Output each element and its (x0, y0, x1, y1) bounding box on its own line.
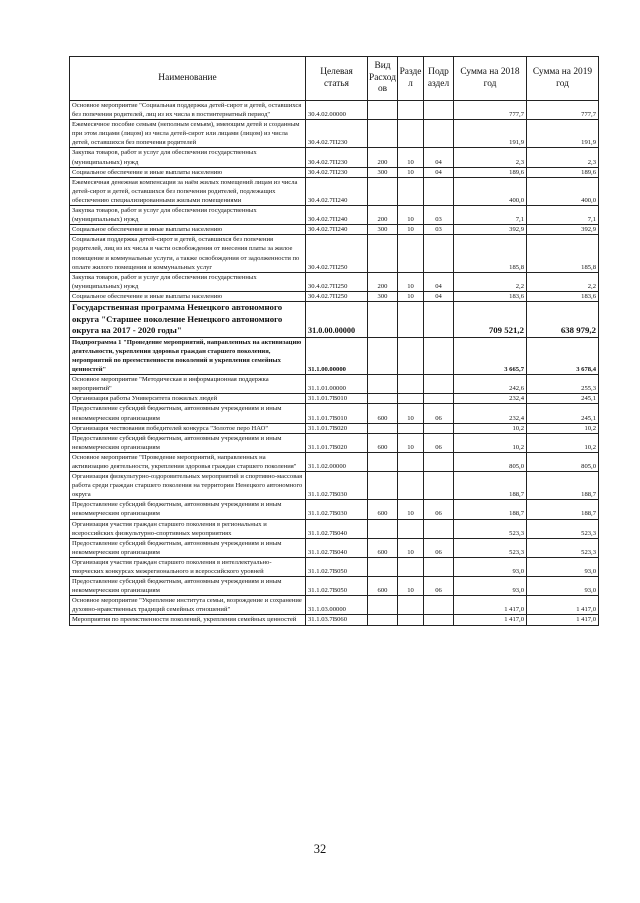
cell-expense-type: 300 (368, 291, 398, 301)
cell-target-article: 30.4.02.7П240 (306, 206, 368, 225)
cell-expense-type: 600 (368, 404, 398, 423)
cell-subsection (424, 423, 454, 433)
cell-sum-2019: 1 417,0 (527, 615, 599, 625)
cell-name: Предоставление субсидий бюджетным, автономным учреждениям и иным некоммерческим организациям (70, 433, 306, 452)
cell-expense-type: 300 (368, 225, 398, 235)
cell-expense-type (368, 235, 398, 272)
cell-name: Предоставление субсидий бюджетным, автономным учреждениям и иным некоммерческим организациям (70, 404, 306, 423)
cell-section (398, 235, 424, 272)
cell-expense-type (368, 519, 398, 538)
cell-sum-2019: 188,7 (527, 472, 599, 500)
cell-sum-2018: 709 521,2 (454, 301, 527, 337)
header-name: Наименование (70, 57, 306, 101)
cell-expense-type: 600 (368, 577, 398, 596)
cell-subsection: 03 (424, 206, 454, 225)
cell-target-article: 31.1.02.00000 (306, 452, 368, 471)
cell-sum-2018: 7,1 (454, 206, 527, 225)
cell-sum-2019: 185,8 (527, 235, 599, 272)
cell-target-article: 31.1.03.00000 (306, 596, 368, 615)
cell-sum-2018: 2,2 (454, 272, 527, 291)
cell-section (398, 394, 424, 404)
header-sum-2019: Сумма на 2019 год (527, 57, 599, 101)
cell-expense-type: 600 (368, 433, 398, 452)
cell-name: Основное мероприятие "Проведение мероприятий, направленных на активизацию деятельности, укрепления здоровья граждан старшего поколения" (70, 452, 306, 471)
cell-subsection: 04 (424, 167, 454, 177)
cell-sum-2018: 400,0 (454, 177, 527, 205)
header-sum-2018: Сумма на 2018 год (454, 57, 527, 101)
table-row (70, 148, 599, 167)
cell-expense-type (368, 394, 398, 404)
cell-name: Социальное обеспечение и иные выплаты населению (70, 291, 306, 301)
cell-section: 10 (398, 167, 424, 177)
cell-section: 10 (398, 404, 424, 423)
cell-name: Организация работы Университета пожилых людей (70, 394, 306, 404)
cell-section: 10 (398, 272, 424, 291)
cell-expense-type: 200 (368, 272, 398, 291)
cell-expense-type (368, 101, 398, 120)
cell-sum-2018: 1 417,0 (454, 615, 527, 625)
cell-subsection: 06 (424, 404, 454, 423)
cell-target-article: 30.4.02.7П250 (306, 272, 368, 291)
cell-section (398, 423, 424, 433)
table-row (70, 519, 599, 538)
cell-sum-2019: 1 417,0 (527, 596, 599, 615)
cell-target-article: 30.4.02.7П230 (306, 167, 368, 177)
cell-target-article: 30.4.02.7П250 (306, 291, 368, 301)
cell-name: Социальное обеспечение и иные выплаты населению (70, 225, 306, 235)
cell-sum-2018: 242,6 (454, 375, 527, 394)
cell-expense-type (368, 596, 398, 615)
cell-subsection (424, 472, 454, 500)
cell-sum-2018: 392,9 (454, 225, 527, 235)
cell-section: 10 (398, 225, 424, 235)
cell-sum-2019: 523,3 (527, 538, 599, 557)
cell-expense-type (368, 177, 398, 205)
cell-name: Закупка товаров, работ и услуг для обеспечения государственных (муниципальных) нужд (70, 272, 306, 291)
cell-subsection: 04 (424, 272, 454, 291)
cell-subsection: 06 (424, 433, 454, 452)
cell-name: Подпрограмма 1 "Проведение мероприятий, направленных на активизацию деятельности, укрепления здоровья граждан старшего поколения, мероприятий по преемственности поколений и укрепления семейных ценностей" (70, 337, 306, 374)
cell-subsection (424, 235, 454, 272)
cell-subsection (424, 301, 454, 337)
table-row (70, 206, 599, 225)
cell-sum-2019: 189,6 (527, 167, 599, 177)
cell-section (398, 519, 424, 538)
cell-name: Социальная поддержка детей-сирот и детей, оставшихся без попечения родителей, лиц из их числа в части освобождения от внесения платы за жилое помещение и коммунальные услуги, а также освобождения от задолженности по оплате жилого помещения и коммунальных услуг (70, 235, 306, 272)
cell-name: Предоставление субсидий бюджетным, автономным учреждениям и иным некоммерческим организациям (70, 538, 306, 557)
cell-section (398, 301, 424, 337)
table-row (70, 301, 599, 337)
cell-sum-2018: 232,4 (454, 394, 527, 404)
cell-sum-2019: 10,2 (527, 423, 599, 433)
table-row (70, 472, 599, 500)
cell-name: Закупка товаров, работ и услуг для обеспечения государственных (муниципальных) нужд (70, 206, 306, 225)
cell-sum-2018: 183,6 (454, 291, 527, 301)
cell-subsection (424, 519, 454, 538)
cell-section: 10 (398, 433, 424, 452)
cell-expense-type (368, 472, 398, 500)
cell-sum-2019: 93,0 (527, 557, 599, 576)
cell-section (398, 472, 424, 500)
cell-name: Основное мероприятие "Укрепление института семьи, возрождение и сохранение духовно-нравственных традиций семейных отношений" (70, 596, 306, 615)
cell-sum-2018: 189,6 (454, 167, 527, 177)
cell-name: Организация чествования победителей конкурса "Золотое перо НАО" (70, 423, 306, 433)
cell-sum-2018: 232,4 (454, 404, 527, 423)
cell-expense-type: 200 (368, 206, 398, 225)
cell-target-article: 31.0.00.00000 (306, 301, 368, 337)
cell-subsection: 04 (424, 148, 454, 167)
cell-expense-type (368, 452, 398, 471)
table-row (70, 404, 599, 423)
cell-sum-2018: 777,7 (454, 101, 527, 120)
table-row (70, 337, 599, 374)
cell-subsection (424, 337, 454, 374)
cell-target-article: 31.1.02.7В030 (306, 500, 368, 519)
cell-sum-2019: 3 678,4 (527, 337, 599, 374)
cell-target-article: 30.4.02.7П240 (306, 177, 368, 205)
cell-target-article: 31.1.01.00000 (306, 375, 368, 394)
cell-subsection: 06 (424, 500, 454, 519)
cell-sum-2018: 523,3 (454, 538, 527, 557)
cell-target-article: 31.1.01.7В010 (306, 394, 368, 404)
table-body (70, 101, 599, 626)
table-row (70, 225, 599, 235)
cell-section: 10 (398, 148, 424, 167)
cell-name: Основное мероприятие "Методическая и информационная поддержка мероприятий" (70, 375, 306, 394)
cell-sum-2018: 523,3 (454, 519, 527, 538)
cell-sum-2018: 188,7 (454, 500, 527, 519)
page-number: 32 (313, 842, 327, 856)
table-row (70, 291, 599, 301)
cell-subsection: 04 (424, 291, 454, 301)
cell-target-article: 31.1.02.7В040 (306, 538, 368, 557)
cell-expense-type (368, 375, 398, 394)
cell-name: Социальное обеспечение и иные выплаты населению (70, 167, 306, 177)
table-row (70, 272, 599, 291)
cell-name: Ежемесячное пособие семьям (неполным семьям), имеющим детей и созданным при этом лицами (лицом) из числа детей-сирот или лицами (лицом) из числа детей, оставшихся без попечения родителей (70, 120, 306, 148)
cell-subsection: 06 (424, 538, 454, 557)
cell-name: Ежемесячная денежная компенсация за наём жилых помещений лицам из числа детей-сирот и детей, оставшихся без попечения родителей, подлежащих обеспечению специализированными жилыми помещениями (70, 177, 306, 205)
cell-name: Государственная программа Ненецкого автономного округа "Старшее поколение Ненецкого автономного округа на 2017 - 2020 годы" (70, 301, 306, 337)
cell-target-article: 31.1.02.7В050 (306, 557, 368, 576)
cell-target-article: 31.1.02.7В050 (306, 577, 368, 596)
cell-section (398, 596, 424, 615)
table-row (70, 596, 599, 615)
header-section: Разде л (398, 57, 424, 101)
cell-section (398, 337, 424, 374)
table-row (70, 577, 599, 596)
header-subsection: Подр аздел (424, 57, 454, 101)
table-row (70, 500, 599, 519)
cell-expense-type: 300 (368, 167, 398, 177)
cell-sum-2019: 183,6 (527, 291, 599, 301)
cell-name: Мероприятия по преемственности поколений, укрепления семейных ценностей (70, 615, 306, 625)
cell-expense-type: 600 (368, 538, 398, 557)
table-row (70, 452, 599, 471)
cell-target-article: 30.4.02.7П240 (306, 225, 368, 235)
table-row (70, 101, 599, 120)
cell-sum-2019: 2,2 (527, 272, 599, 291)
cell-target-article: 30.4.02.7П230 (306, 148, 368, 167)
cell-section (398, 177, 424, 205)
cell-sum-2019: 2,3 (527, 148, 599, 167)
cell-section: 10 (398, 500, 424, 519)
cell-section (398, 375, 424, 394)
cell-sum-2018: 3 665,7 (454, 337, 527, 374)
cell-section (398, 101, 424, 120)
cell-sum-2018: 185,8 (454, 235, 527, 272)
budget-table (69, 56, 599, 626)
header-expense-type: Вид Расход ов (368, 57, 398, 101)
cell-target-article: 30.4.02.7П250 (306, 235, 368, 272)
cell-subsection (424, 177, 454, 205)
cell-sum-2019: 245,1 (527, 394, 599, 404)
cell-section: 10 (398, 206, 424, 225)
cell-subsection (424, 452, 454, 471)
table-row (70, 423, 599, 433)
cell-sum-2018: 1 417,0 (454, 596, 527, 615)
cell-sum-2019: 10,2 (527, 433, 599, 452)
header-row (70, 57, 599, 101)
cell-sum-2018: 93,0 (454, 577, 527, 596)
cell-sum-2019: 400,0 (527, 177, 599, 205)
cell-sum-2018: 93,0 (454, 557, 527, 576)
cell-section (398, 615, 424, 625)
cell-sum-2018: 805,0 (454, 452, 527, 471)
cell-target-article: 31.1.03.7В060 (306, 615, 368, 625)
cell-subsection (424, 120, 454, 148)
cell-expense-type (368, 615, 398, 625)
table-row (70, 557, 599, 576)
cell-subsection (424, 101, 454, 120)
table-row (70, 394, 599, 404)
cell-name: Предоставление субсидий бюджетным, автономным учреждениям и иным некоммерческим организациям (70, 577, 306, 596)
cell-sum-2019: 638 979,2 (527, 301, 599, 337)
cell-target-article: 31.1.02.7В040 (306, 519, 368, 538)
cell-section: 10 (398, 577, 424, 596)
cell-section (398, 557, 424, 576)
cell-sum-2019: 93,0 (527, 577, 599, 596)
cell-sum-2018: 10,2 (454, 433, 527, 452)
cell-expense-type (368, 423, 398, 433)
cell-target-article: 30.4.02.00000 (306, 101, 368, 120)
cell-name: Закупка товаров, работ и услуг для обеспечения государственных (муниципальных) нужд (70, 148, 306, 167)
cell-section (398, 120, 424, 148)
table-row (70, 177, 599, 205)
cell-sum-2019: 777,7 (527, 101, 599, 120)
cell-subsection: 06 (424, 577, 454, 596)
cell-sum-2018: 188,7 (454, 472, 527, 500)
cell-target-article: 31.1.01.7В010 (306, 404, 368, 423)
table-row (70, 615, 599, 625)
cell-sum-2018: 10,2 (454, 423, 527, 433)
cell-subsection (424, 615, 454, 625)
cell-expense-type: 600 (368, 500, 398, 519)
cell-expense-type (368, 120, 398, 148)
cell-sum-2019: 805,0 (527, 452, 599, 471)
cell-sum-2019: 245,1 (527, 404, 599, 423)
table-row (70, 120, 599, 148)
table-row (70, 167, 599, 177)
cell-subsection (424, 394, 454, 404)
cell-subsection: 03 (424, 225, 454, 235)
cell-expense-type: 200 (368, 148, 398, 167)
cell-subsection (424, 596, 454, 615)
cell-target-article: 31.1.01.7В020 (306, 423, 368, 433)
cell-name: Организация участия граждан старшего поколения в интеллектуально-творческих конкурсах межрегионального и всероссийского уровней (70, 557, 306, 576)
cell-sum-2019: 7,1 (527, 206, 599, 225)
cell-target-article: 31.1.00.00000 (306, 337, 368, 374)
cell-expense-type (368, 557, 398, 576)
cell-target-article: 30.4.02.7П230 (306, 120, 368, 148)
cell-section (398, 452, 424, 471)
cell-sum-2019: 188,7 (527, 500, 599, 519)
cell-sum-2019: 255,3 (527, 375, 599, 394)
header-target-article: Целевая статья (306, 57, 368, 101)
cell-sum-2019: 523,3 (527, 519, 599, 538)
cell-subsection (424, 557, 454, 576)
cell-target-article: 31.1.01.7В020 (306, 433, 368, 452)
cell-section: 10 (398, 291, 424, 301)
cell-sum-2019: 392,9 (527, 225, 599, 235)
table-row (70, 235, 599, 272)
cell-name: Предоставление субсидий бюджетным, автономным учреждениям и иным некоммерческим организациям (70, 500, 306, 519)
table-row (70, 433, 599, 452)
cell-name: Организация участия граждан старшего поколения в региональных и всероссийских физкультурно-спортивных мероприятиях (70, 519, 306, 538)
cell-expense-type (368, 337, 398, 374)
cell-target-article: 31.1.02.7В030 (306, 472, 368, 500)
cell-section: 10 (398, 538, 424, 557)
table-row (70, 375, 599, 394)
cell-name: Основное мероприятие "Социальная поддержка детей-сирот и детей, оставшихся без попечения родителей, лиц из их числа в постинтернатный период" (70, 101, 306, 120)
cell-expense-type (368, 301, 398, 337)
cell-subsection (424, 375, 454, 394)
table-row (70, 538, 599, 557)
cell-sum-2018: 2,3 (454, 148, 527, 167)
cell-name: Организация физкультурно-оздоровительных мероприятий и спортивно-массовая работа среди граждан старшего поколения на территории Ненецкого автономного округа (70, 472, 306, 500)
cell-sum-2018: 191,9 (454, 120, 527, 148)
cell-sum-2019: 191,9 (527, 120, 599, 148)
